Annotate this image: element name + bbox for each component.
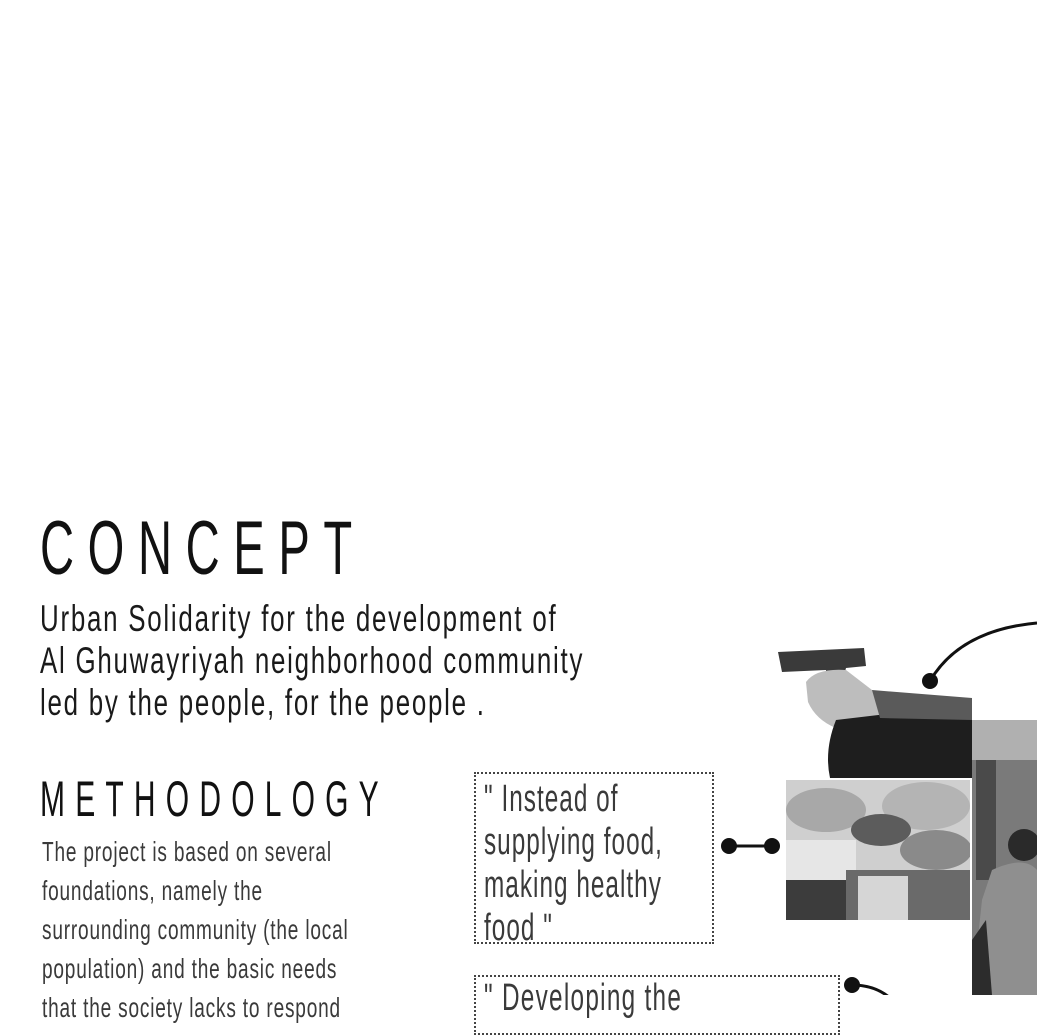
connector-dot <box>721 838 737 854</box>
methodology-line: foundations, namely the <box>42 875 263 906</box>
methodology-line: surrounding community (the local <box>42 914 349 945</box>
quote-line: making healthy <box>484 864 662 906</box>
methodology-line: The project is based on several <box>42 836 332 867</box>
methodology-title: METHODOLOGY <box>40 771 389 827</box>
methodology-line: that the society lacks to respond <box>42 992 341 1023</box>
methodology-body <box>42 832 349 1027</box>
subtitle-line: Al Ghuwayriyah neighborhood community <box>40 640 585 681</box>
subtitle-line: led by the people, for the people . <box>40 682 486 723</box>
food-market-photo <box>786 780 970 920</box>
connector-dot <box>844 977 860 993</box>
connector-dot <box>764 838 780 854</box>
connector-quote2 <box>852 985 890 995</box>
quote-line: food " <box>484 907 553 944</box>
quote-box-developing <box>474 975 840 1035</box>
quote-line: supplying food, <box>484 821 663 863</box>
quote-line: " Developing the <box>484 977 683 1019</box>
quote-line: " Instead of <box>484 778 619 820</box>
street-people-photo <box>972 720 1037 995</box>
handgun-photo <box>776 640 972 778</box>
subtitle-line: Urban Solidarity for the development of <box>40 598 558 639</box>
methodology-line: population) and the basic needs <box>42 953 338 984</box>
concept-subtitle <box>40 598 584 724</box>
concept-title: CONCEPT <box>40 506 366 591</box>
quote-box-food <box>474 772 714 944</box>
